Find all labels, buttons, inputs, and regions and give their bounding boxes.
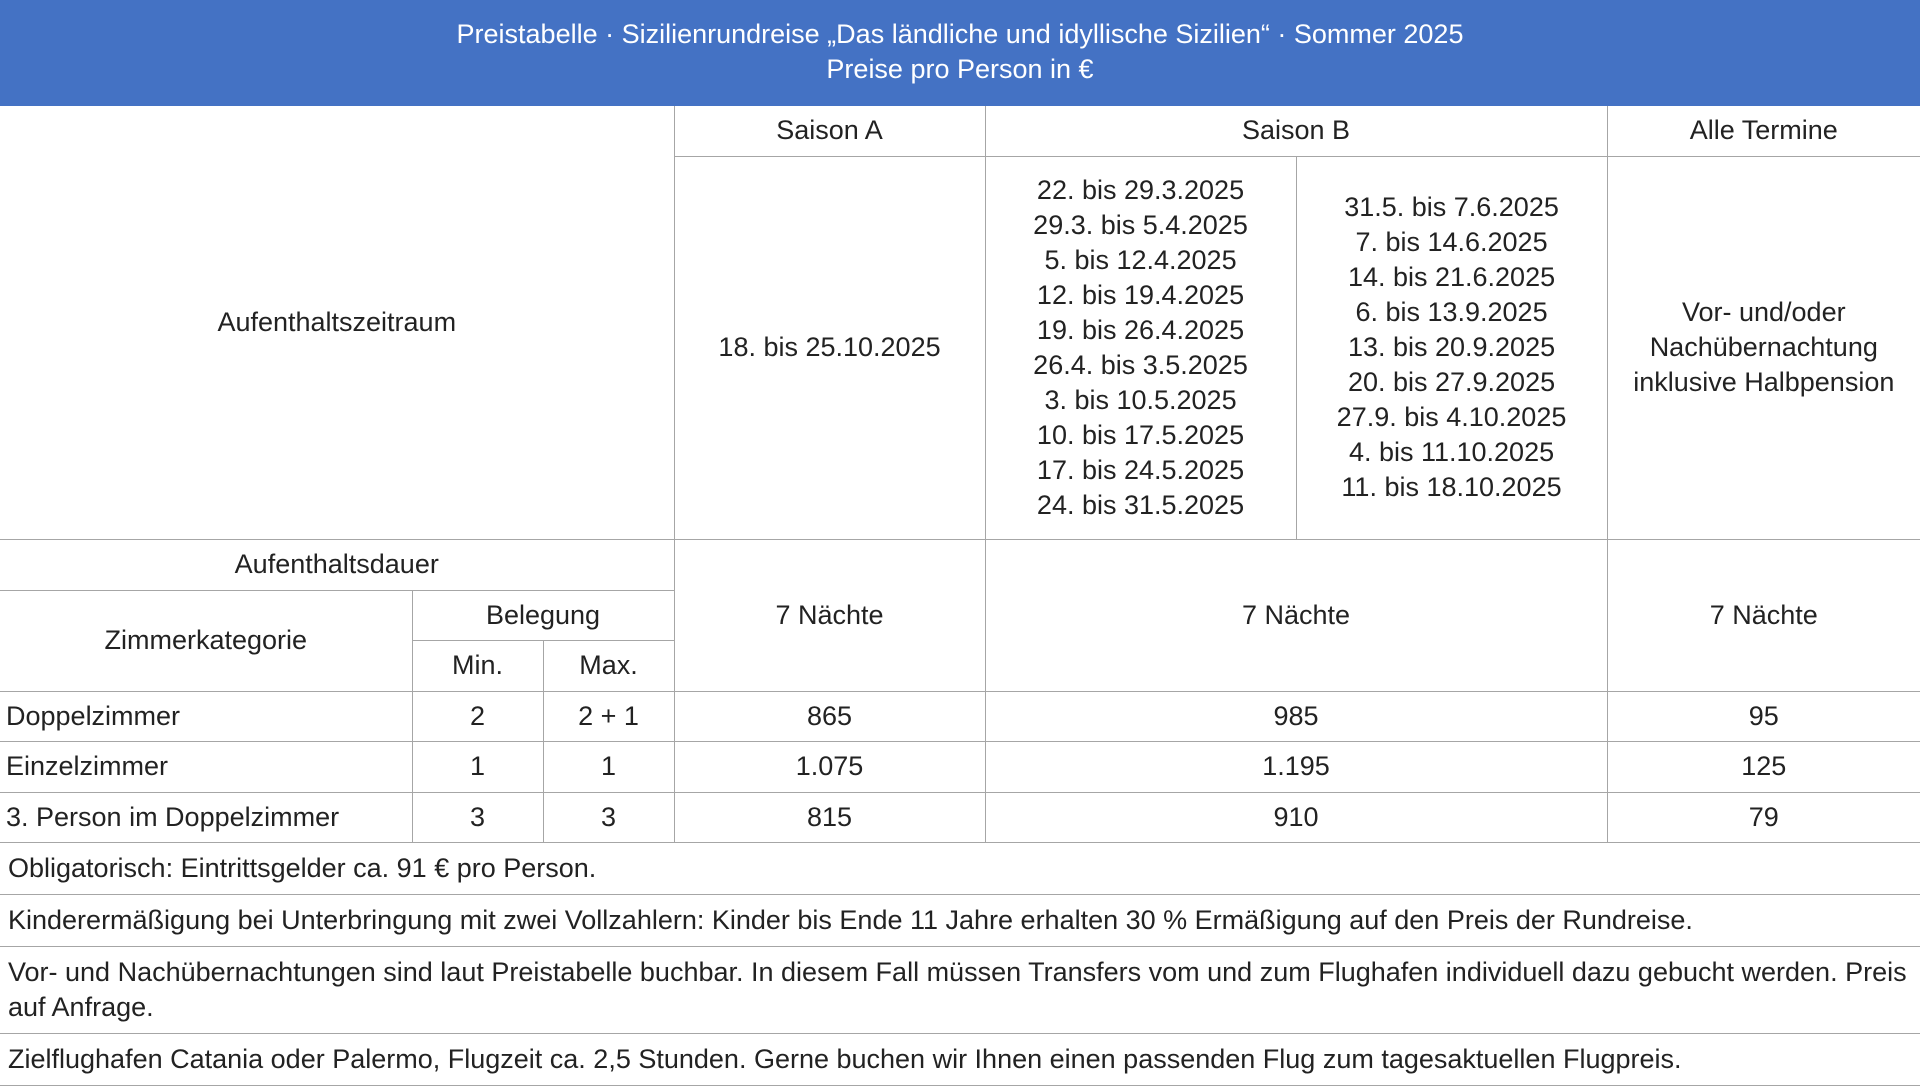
note-row xyxy=(0,1033,1920,1085)
season-a-price: 1.075 xyxy=(674,741,985,792)
max-label: Max. xyxy=(543,640,674,691)
date-range: 13. bis 20.9.2025 xyxy=(1347,332,1556,362)
season-b-nights: 7 Nächte xyxy=(985,539,1607,691)
season-b-date-list-2 xyxy=(1303,190,1601,505)
season-a-dates xyxy=(674,156,985,539)
min-label: Min. xyxy=(412,640,543,691)
note-line: Vor- und/oder xyxy=(1681,297,1846,327)
date-range: 14. bis 21.6.2025 xyxy=(1347,262,1556,292)
table-row xyxy=(0,741,1920,792)
date-range: 3. bis 10.5.2025 xyxy=(1044,384,1237,415)
note-mandatory-fees: Obligatorisch: Eintrittsgelder ca. 91 € pro Person. xyxy=(0,843,1920,895)
min-value: 3 xyxy=(412,792,543,842)
season-a-date-list xyxy=(681,330,979,365)
page-title: Preistabelle · Sizilienrundreise „Das ländliche und idyllische Sizilien“ · Sommer 2025 xyxy=(456,19,1464,49)
season-a-price: 815 xyxy=(674,792,985,842)
season-b-dates-col1 xyxy=(985,156,1296,539)
season-b-price: 985 xyxy=(985,691,1607,741)
table-row xyxy=(0,691,1920,741)
note-extra-nights: Vor- und Nachübernachtungen sind laut Preistabelle buchbar. In diesem Fall müssen Transfers vom und zum Flughafen individuell dazu gebucht werden. Preis auf Anfrage. xyxy=(0,946,1920,1033)
all-dates-note-cell xyxy=(1607,156,1920,539)
date-range: 22. bis 29.3.2025 xyxy=(1036,174,1245,205)
season-a-nights: 7 Nächte xyxy=(674,539,985,691)
note-line: inklusive Halbpension xyxy=(1633,367,1895,397)
stay-period-label-cell xyxy=(0,106,674,539)
season-header-row xyxy=(0,106,1920,156)
date-range: 31.5. bis 7.6.2025 xyxy=(1344,192,1559,222)
date-range: 20. bis 27.9.2025 xyxy=(1347,367,1556,397)
note-flight-info: Zielflughafen Catania oder Palermo, Flugzeit ca. 2,5 Stunden. Gerne buchen wir Ihnen einen passenden Flug zum tagesaktuellen Flugpreis. xyxy=(0,1033,1920,1085)
all-dates-price: 125 xyxy=(1607,741,1920,792)
season-b-price: 910 xyxy=(985,792,1607,842)
occupancy-label: Belegung xyxy=(412,590,674,640)
max-value: 1 xyxy=(543,741,674,792)
all-dates-price: 79 xyxy=(1607,792,1920,842)
min-value: 2 xyxy=(412,691,543,741)
note-row xyxy=(0,894,1920,946)
date-range: 18. bis 25.10.2025 xyxy=(718,332,941,362)
notes-table xyxy=(0,843,1920,1086)
stay-period-label: Aufenthaltszeitraum xyxy=(217,306,457,337)
room-category-label: Zimmerkategorie xyxy=(0,590,412,691)
date-range: 5. bis 12.4.2025 xyxy=(1044,244,1237,275)
season-a-price: 865 xyxy=(674,691,985,741)
all-dates-note xyxy=(1614,295,1915,400)
date-range: 17. bis 24.5.2025 xyxy=(1036,454,1245,485)
price-table xyxy=(0,106,1920,843)
duration-label: Aufenthaltsdauer xyxy=(0,539,674,590)
table-row xyxy=(0,792,1920,842)
date-range: 10. bis 17.5.2025 xyxy=(1036,419,1245,450)
max-value: 2 + 1 xyxy=(543,691,674,741)
date-range: 24. bis 31.5.2025 xyxy=(1036,489,1245,520)
table-header xyxy=(0,0,1920,106)
note-row xyxy=(0,843,1920,895)
date-range: 11. bis 18.10.2025 xyxy=(1341,472,1562,502)
date-range: 29.3. bis 5.4.2025 xyxy=(1033,209,1248,240)
room-name: 3. Person im Doppelzimmer xyxy=(0,792,412,842)
date-range: 4. bis 11.10.2025 xyxy=(1348,437,1555,467)
date-range: 26.4. bis 3.5.2025 xyxy=(1033,349,1248,380)
season-a-header: Saison A xyxy=(674,106,985,156)
max-value: 3 xyxy=(543,792,674,842)
season-b-header: Saison B xyxy=(985,106,1607,156)
room-name: Doppelzimmer xyxy=(0,691,412,741)
date-range: 27.9. bis 4.10.2025 xyxy=(1336,402,1567,432)
season-b-dates-col2 xyxy=(1296,156,1607,539)
page-subtitle: Preise pro Person in € xyxy=(826,54,1094,84)
note-child-discount: Kinderermäßigung bei Unterbringung mit zwei Vollzahlern: Kinder bis Ende 11 Jahre erhalten 30 % Ermäßigung auf den Preis der Rundreise. xyxy=(0,894,1920,946)
season-b-price: 1.195 xyxy=(985,741,1607,792)
min-value: 1 xyxy=(412,741,543,792)
all-dates-header: Alle Termine xyxy=(1607,106,1920,156)
date-range: 6. bis 13.9.2025 xyxy=(1355,297,1548,327)
note-row xyxy=(0,946,1920,1033)
date-range: 7. bis 14.6.2025 xyxy=(1355,227,1548,257)
season-b-date-list-1 xyxy=(992,173,1290,523)
room-name: Einzelzimmer xyxy=(0,741,412,792)
note-line: Nachübernachtung xyxy=(1649,332,1878,362)
date-range: 12. bis 19.4.2025 xyxy=(1036,279,1245,310)
date-range: 19. bis 26.4.2025 xyxy=(1036,314,1245,345)
duration-row xyxy=(0,539,1920,590)
all-dates-price: 95 xyxy=(1607,691,1920,741)
all-dates-nights: 7 Nächte xyxy=(1607,539,1920,691)
